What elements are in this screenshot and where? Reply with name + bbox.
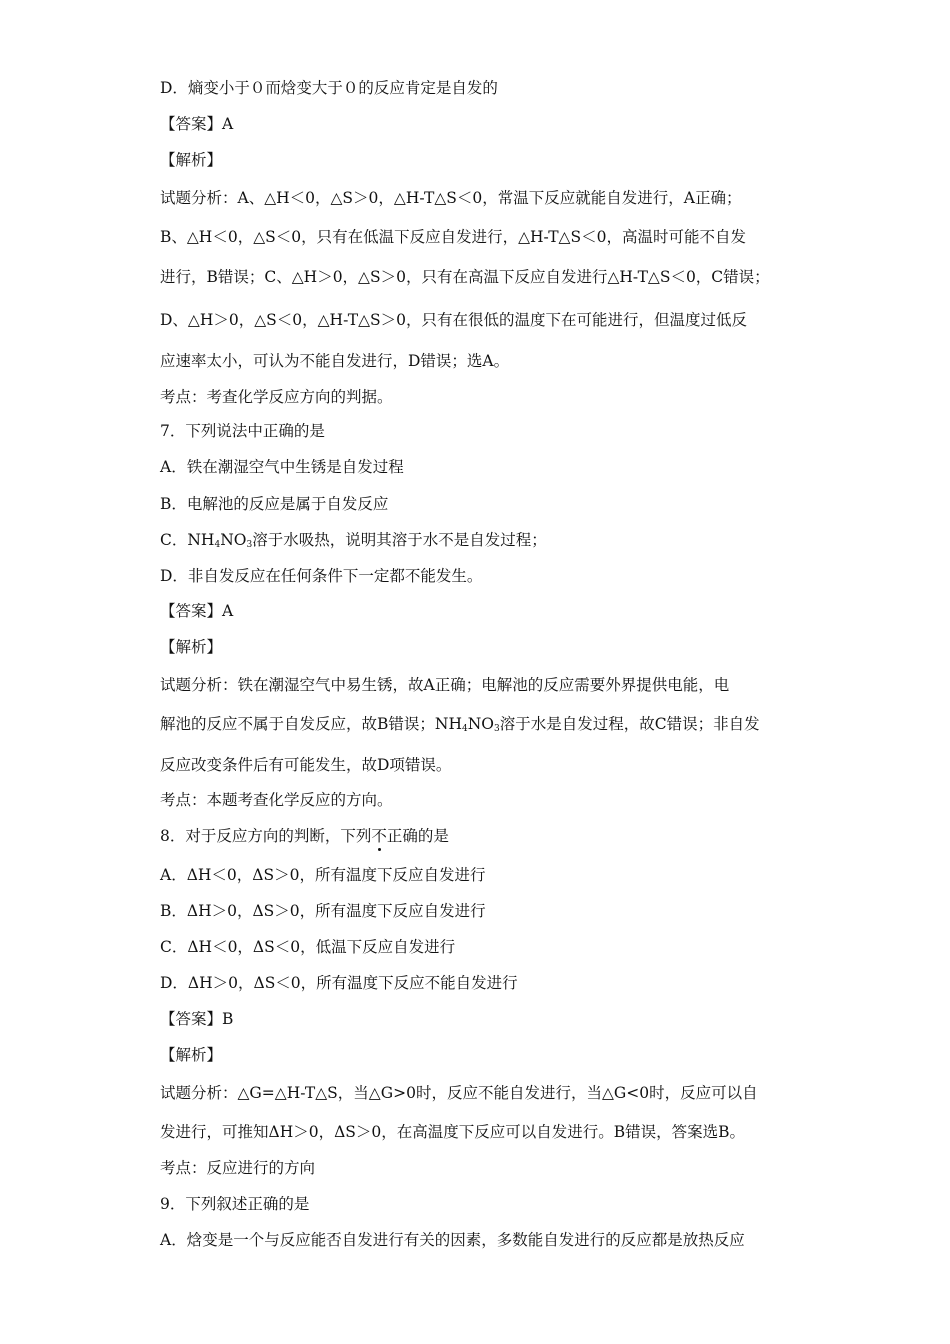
question-7-stem: 7．下列说法中正确的是 — [160, 422, 325, 440]
analysis-label-q6: 【解析】 — [160, 151, 223, 169]
answer-label-q6: 【答案】A — [160, 115, 234, 133]
option-d-q8: D．ΔH＞0，ΔS＜0，所有温度下反应不能自发进行 — [160, 974, 518, 992]
option-a-q9: A．焓变是一个与反应能否自发进行有关的因素，多数能自发进行的反应都是放热反应 — [160, 1231, 745, 1249]
option-a-q8: A．ΔH＜0，ΔS＞0，所有温度下反应自发进行 — [160, 866, 486, 884]
option-c-q8: C．ΔH＜0，ΔS＜0，低温下反应自发进行 — [160, 938, 456, 956]
option-c-q7: C．$NH_4NO_3$溶于水吸热，说明其溶于水不是自发过程； — [160, 531, 547, 550]
answer-label-q7: 【答案】A — [160, 602, 234, 620]
option-d-q6: D．熵变小于０而焓变大于０的反应肯定是自发的 — [160, 79, 498, 97]
question-8-stem: 8．对于反应方向的判断，下列不正确的是 — [160, 827, 449, 845]
answer-label-q8: 【答案】B — [160, 1010, 234, 1028]
analysis-line: 解池的反应不属于自发反应，故B错误；$NH_4NO_3$溶于水是自发过程，故C错误；非自发 — [160, 715, 760, 734]
analysis-line: 试题分析：△G=△H-T△S，当△G>0时，反应不能自发进行，当△G<0时，反应可以自 — [160, 1084, 758, 1102]
key-point-q6: 考点：考查化学反应方向的判据。 — [160, 388, 393, 406]
option-b-q8: B．ΔH＞0，ΔS＞0，所有温度下反应自发进行 — [160, 902, 486, 920]
analysis-line: 应速率太小，可认为不能自发进行，D错误；选A。 — [160, 352, 510, 370]
analysis-line: 反应改变条件后有可能发生，故D项错误。 — [160, 756, 452, 774]
analysis-line: 试题分析：铁在潮湿空气中易生锈，故A正确；电解池的反应需要外界提供电能，电 — [160, 676, 730, 694]
analysis-line: 试题分析：A、△H＜0，△S＞0，△H-T△S＜0，常温下反应就能自发进行，A正确； — [160, 189, 742, 207]
option-a-q7: A．铁在潮湿空气中生锈是自发过程 — [160, 458, 404, 476]
option-b-q7: B．电解池的反应是属于自发反应 — [160, 495, 389, 513]
analysis-label-q7: 【解析】 — [160, 638, 223, 656]
question-9-stem: 9．下列叙述正确的是 — [160, 1195, 310, 1213]
key-point-q7: 考点：本题考查化学反应的方向。 — [160, 791, 393, 809]
analysis-line: 发进行，可推知ΔH＞0，ΔS＞0，在高温度下反应可以自发进行。B错误，答案选B。 — [160, 1123, 746, 1141]
emphasis-dot-text: 不 — [371, 827, 387, 845]
analysis-line: B、△H＜0，△S＜0，只有在低温下反应自发进行，△H-T△S＜0，高温时可能不自发 — [160, 228, 746, 246]
analysis-line: 进行，B错误；C、△H＞0，△S＞0，只有在高温下反应自发进行△H-T△S＜0，C错误； — [160, 268, 770, 286]
key-point-q8: 考点：反应进行的方向 — [160, 1159, 316, 1177]
analysis-line: D、△H＞0，△S＜0，△H-T△S＞0，只有在很低的温度下在可能进行，但温度过低反 — [160, 311, 747, 329]
option-d-q7: D．非自发反应在任何条件下一定都不能发生。 — [160, 567, 483, 585]
analysis-label-q8: 【解析】 — [160, 1046, 223, 1064]
